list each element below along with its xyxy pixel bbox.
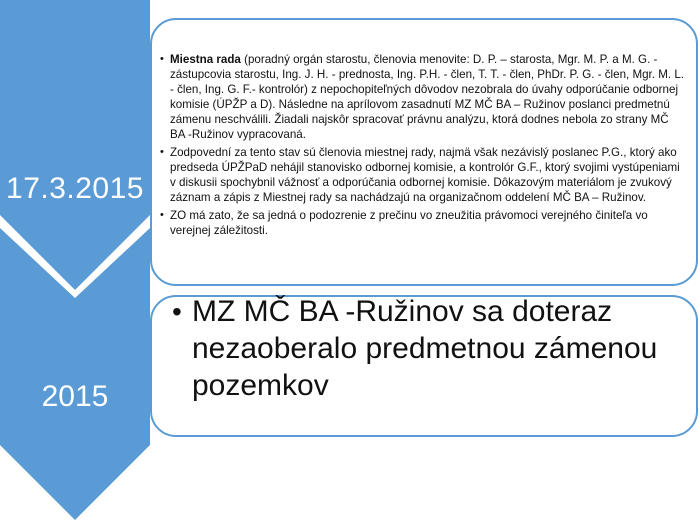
timeline-date-2: 2015 <box>41 380 109 413</box>
list-item <box>160 52 686 142</box>
panel-1-list <box>160 52 686 238</box>
item-text: (poradný orgán starostu, členovia menovite: D. P. – starosta, Mgr. M. P. a M. G. - zástupcovia starostu, Ing. J. H. - prednosta, Ing. P.H. - člen, T. T. - člen, PhDr. P. G. - člen, Mgr. M. L. - člen, Ing. G. F.- kontrolór) z nepochopiteľných dôvodov nezobrala do úvahy odporúčanie odbornej komisie (ÚPŽP a D). Následne na aprílovom zasadnutí MZ MČ BA – Ružinov poslanci predmetnú zámenu neschválili. Žiadali najskôr spracovať právnu analýzu, ktorá dodnes nebola zo strany MČ BA -Ružinov vypracovaná. <box>170 53 684 141</box>
item-text: ZO má zato, že sa jedná o podozrenie z prečinu vo zneužitia právomoci verejného činiteľa vo verejnej záležitosti. <box>170 209 648 237</box>
item-bold-text: Miestna rada <box>170 53 241 66</box>
bullet-icon: • <box>160 53 164 65</box>
list-item <box>172 293 688 404</box>
timeline-panel-1 <box>150 18 698 286</box>
item-text: MZ MČ BA -Ružinov sa doteraz nezaoberalo predmetnou zámenou pozemkov <box>192 295 658 402</box>
timeline-panel-2 <box>150 295 698 437</box>
list-item <box>160 145 686 205</box>
bullet-icon: • <box>160 209 164 221</box>
list-item <box>160 208 686 238</box>
item-text: Zodpovední za tento stav sú členovia miestnej rady, najmä však nezávislý poslanec P.G., ktorý ako predseda ÚPŽPaD nehájil stanovisko odbornej komisie, a kontrolór G.F., ktorý svojimi vystúpeniami v diskusii spochybnil vážnosť a odporúčania odbornej komisie. Dôkazovým materiálom je zvukový záznam a zápis z Miestnej rady sa nachádzajú na organizačnom oddelení MČ BA – Ružinov. <box>170 146 680 204</box>
timeline-date-1: 17.3.2015 <box>6 172 144 205</box>
panel-2-list <box>172 293 688 404</box>
bullet-icon: • <box>172 296 182 327</box>
chevron-1 <box>0 0 150 290</box>
bullet-icon: • <box>160 146 164 158</box>
